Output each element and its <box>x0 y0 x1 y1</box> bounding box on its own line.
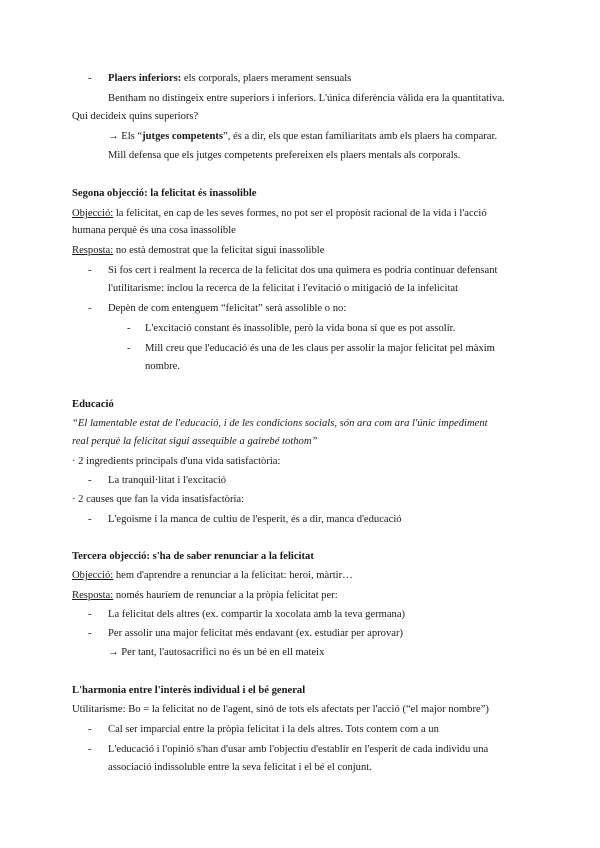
paragraph: Bentham no distingeix entre superiors i inferiors. L'única diferència vàlida era la quantitativa. <box>108 93 505 104</box>
list-item: L'educació i l'opinió s'han d'usar amb l'objectiu d'establir en l'esperit de cada individu una <box>108 744 489 755</box>
objection-line <box>72 569 353 583</box>
term-label: Plaers inferiors: <box>108 73 182 84</box>
bullet-dash: - <box>88 514 92 525</box>
bullet-dash: - <box>88 303 92 314</box>
section-title: Segona objecció: la felicitat és inassolible <box>72 188 257 199</box>
objection-line <box>72 207 487 221</box>
objection-text: la felicitat, en cap de les seves formes, no pot ser el propòsit racional de la vida i l'acció <box>113 208 487 219</box>
list-item-cont: l'utilitarisme: inclou la recerca de la felicitat i l'evitació o mitigació de la infelicitat <box>108 283 459 294</box>
bullet-dash: - <box>88 744 92 755</box>
objection-label: Objecció: <box>72 570 114 581</box>
arrow-text-post: ”, és a dir, els que estan familiaritats amb els plaers ha comparar. <box>223 131 498 142</box>
list-item-cont: associació indissoluble entre la seva felicitat i el bé el conjunt. <box>108 762 372 773</box>
paragraph: Mill defensa que els jutges competents prefereixen els plaers mentals als corporals. <box>108 150 461 161</box>
response-line <box>72 589 338 603</box>
bullet-dash: - <box>88 724 92 735</box>
section-title: Educació <box>72 399 114 410</box>
paragraph: · 2 ingredients principals d'una vida satisfactòria: <box>72 456 281 467</box>
paragraph: Qui decideix quins superiors? <box>72 111 199 122</box>
bullet-dash: - <box>127 343 131 354</box>
response-text: no està demostrat que la felicitat sigui inassolible <box>113 245 325 256</box>
bullet-dash: - <box>88 475 92 486</box>
arrow-text-pre: → Els “ <box>108 131 143 142</box>
response-label: Resposta: <box>72 590 114 601</box>
sub-list-item: L'excitació constant és inassolible, però la vida bona sí que es pot assolir. <box>145 323 456 334</box>
list-item: Cal ser imparcial entre la pròpia felicitat i la dels altres. Tots contem com a un <box>108 724 439 735</box>
paragraph: · 2 causes que fan la vida insatisfactòria: <box>72 494 245 505</box>
objection-text: hem d'aprendre a renunciar a la felicitat: heroi, màrtir… <box>113 570 353 581</box>
list-item: La felicitat dels altres (ex. compartir la xocolata amb la teva germana) <box>108 609 406 620</box>
bullet-dash: - <box>88 628 92 639</box>
list-item <box>108 72 351 86</box>
item-text: els corporals, plaers merament sensuals <box>181 73 352 84</box>
response-text: només hauríem de renunciar a la pròpia felicitat per: <box>113 590 338 601</box>
bullet-dash: - <box>88 609 92 620</box>
bullet-dash: - <box>127 323 131 334</box>
sub-list-item: Mill creu que l'educació és una de les claus per assolir la major felicitat pel màxim <box>145 343 495 354</box>
response-label: Resposta: <box>72 245 114 256</box>
quote-line-2: real perquè la felicitat sigui assequible a gairebé tothom” <box>72 436 318 447</box>
list-item: Depèn de com entenguem “felicitat” serà assolible o no: <box>108 303 347 314</box>
arrow-line: → Per tant, l'autosacrifici no és un bé en ell mateix <box>108 647 325 658</box>
list-item: Si fos cert i realment la recerca de la felicitat dos una quimera es podria continuar defensant <box>108 265 498 276</box>
list-item: L'egoisme i la manca de cultiu de l'esperit, és a dir, manca d'educació <box>108 514 402 525</box>
bullet-dash: - <box>88 265 92 276</box>
arrow-line <box>108 130 497 144</box>
quote-line: “El lamentable estat de l'educació, i de les condicions socials, són ara com ara l'únic impediment <box>72 418 488 429</box>
paragraph: Utilitarisme: Bo = la felicitat no de l'agent, sinó de tots els afectats per l'acció (“el major nombre”) <box>72 704 489 715</box>
objection-line-2: humana perquè és una cosa inassolible <box>72 225 236 236</box>
term-bold: jutges competents <box>142 131 224 142</box>
list-item: Per assolir una major felicitat més endavant (ex. estudiar per aprovar) <box>108 628 404 639</box>
section-title: L'harmonia entre l'interès individual i el bé general <box>72 685 306 696</box>
objection-label: Objecció: <box>72 208 114 219</box>
list-item: La tranquil·litat i l'excitació <box>108 475 227 486</box>
response-line <box>72 244 324 258</box>
sub-list-item-cont: nombre. <box>145 361 181 372</box>
bullet-dash: - <box>88 73 92 84</box>
section-title: Tercera objecció: s'ha de saber renunciar a la felicitat <box>72 551 314 562</box>
